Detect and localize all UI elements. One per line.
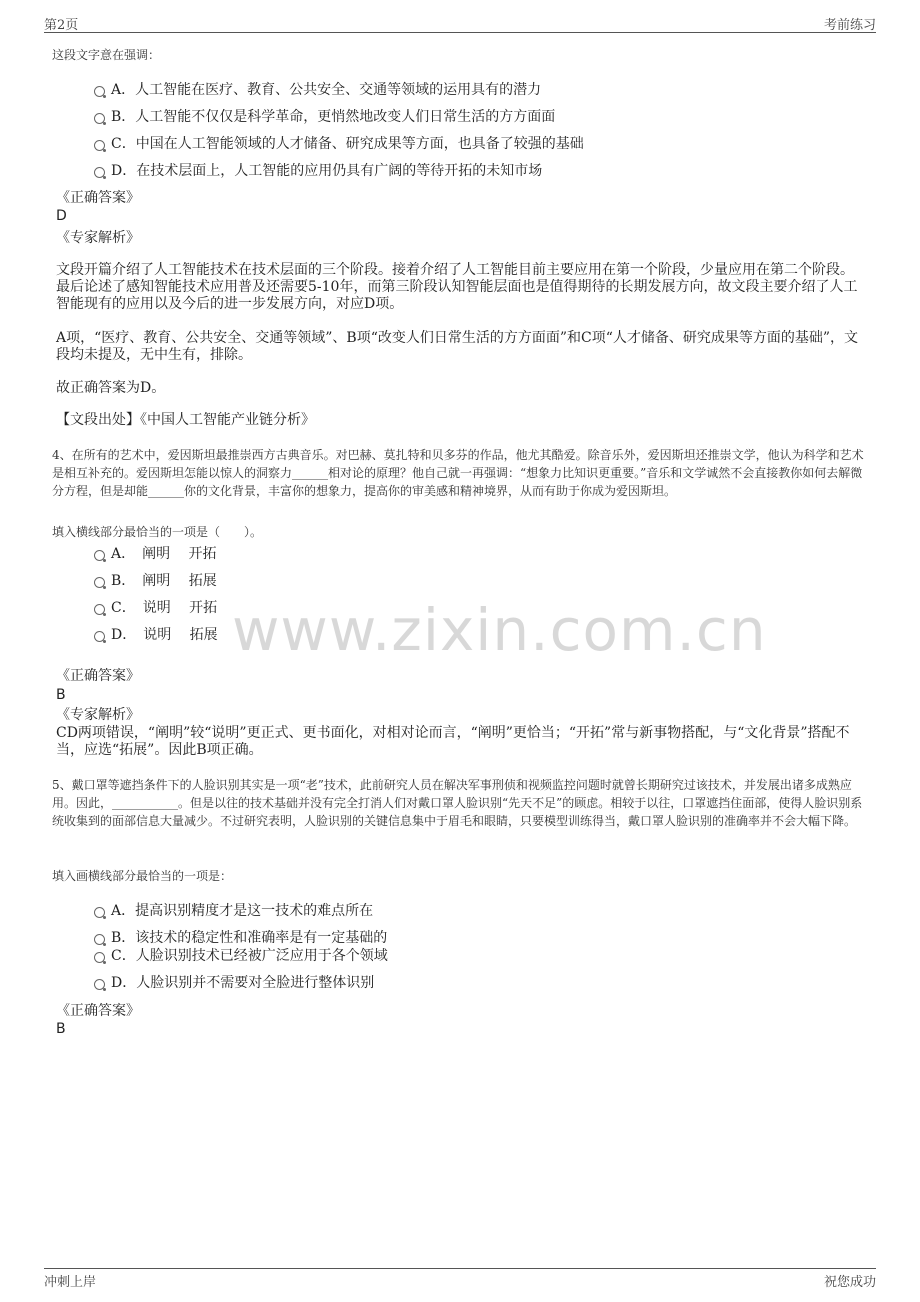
- q3-analysis-heading: 《专家解析》: [56, 230, 140, 246]
- radio-icon[interactable]: [94, 631, 105, 642]
- q5-stem: 5、戴口罩等遮挡条件下的人脸识别其实是一项“老”技术，此前研究人员在解决军事刑侦和视频监控问题时就曾长期研究过该技术，并发展出诸多成熟应用。因此，___________。但是以往的技术基础并没有完全打消人们对戴口罩人脸识别“先天不足”的顾虑。相较于以往，口罩遮挡住面部，使得人脸识别系统收集到的面部信息大量减少。不过研究表明，人脸识别的关键信息集中于眉毛和眼睛，只要模型训练得当，戴口罩人脸识别的准确率并不会大幅下降。: [52, 778, 863, 828]
- watermark: www.zixin.com.cn: [232, 596, 767, 664]
- q3-source: 【文段出处】《中国人工智能产业链分析》: [56, 412, 315, 428]
- q3-answer: D: [56, 208, 67, 224]
- radio-icon[interactable]: [94, 934, 105, 945]
- q4-answer: B: [56, 687, 66, 703]
- q3-option-c[interactable]: C．中国在人工智能领域的人才储备、研究成果等方面，也具备了较强的基础: [94, 134, 584, 154]
- radio-icon[interactable]: [94, 604, 105, 615]
- q5-answer-heading: 《正确答案》: [56, 1003, 140, 1019]
- header-section-title: 考前练习: [823, 18, 876, 33]
- q5-option-c[interactable]: C．人脸识别技术已经被广泛应用于各个领域: [94, 946, 388, 966]
- q4-option-d[interactable]: D． 说明 拓展: [94, 625, 218, 645]
- page-footer: [44, 1268, 876, 1290]
- page-header: [44, 14, 876, 33]
- radio-icon[interactable]: [94, 550, 105, 561]
- q3-analysis-paragraph-2: A项，“医疗、教育、公共安全、交通等领域”、B项“改变人们日常生活的方方面面”和C项“人才储备、研究成果等方面的基础”，文段均未提及，无中生有，排除。: [56, 330, 859, 363]
- q4-stem: 4、在所有的艺术中，爱因斯坦最推崇西方古典音乐。对巴赫、莫扎特和贝多芬的作品，他尤其酷爱。除音乐外，爱因斯坦还推崇文学，他认为科学和艺术是相互补充的。爱因斯坦怎能以惊人的洞察力______相对论的原理？他自己就一再强调：“想象力比知识更重要。”音乐和文学诚然不会直接教你如何去解微分方程，但是却能______你的文化背景，丰富你的想象力，提高你的审美感和精神境界，从而有助于你成为爱因斯坦。: [52, 448, 864, 498]
- q4-option-b[interactable]: B． 阐明 拓展: [94, 571, 217, 591]
- q4-analysis: CD两项错误，“阐明”较“说明”更正式、更书面化，对相对论而言，“阐明”更恰当；“开拓”常与新事物搭配，与“文化背景”搭配不当，应选“拓展”。因此B项正确。: [56, 725, 850, 758]
- q5-option-d[interactable]: D．人脸识别并不需要对全脸进行整体识别: [94, 973, 374, 993]
- q5-prompt: 填入画横线部分最恰当的一项是：: [52, 869, 233, 883]
- radio-icon[interactable]: [94, 140, 105, 151]
- page-number: 第2页: [44, 18, 79, 33]
- q3-analysis-paragraph-1: 文段开篇介绍了人工智能技术在技术层面的三个阶段。接着介绍了人工智能目前主要应用在第一个阶段，少量应用在第二个阶段。最后论述了感知智能技术应用普及还需要5-10年，而第三阶段认知智能层面也是值得期待的长期发展方向，故文段主要介绍了人工智能现有的应用以及今后的进一步发展方向，对应D项。: [56, 262, 858, 312]
- radio-icon[interactable]: [94, 907, 105, 918]
- q4-prompt: 填入横线部分最恰当的一项是（ ）。: [52, 525, 263, 539]
- q3-option-d[interactable]: D．在技术层面上，人工智能的应用仍具有广阔的等待开拓的未知市场: [94, 161, 542, 181]
- q3-option-b[interactable]: B．人工智能不仅仅是科学革命，更悄然地改变人们日常生活的方方面面: [94, 107, 555, 127]
- radio-icon[interactable]: [94, 952, 105, 963]
- q4-option-a[interactable]: A． 阐明 开拓: [94, 544, 217, 564]
- q5-answer: B: [56, 1021, 66, 1037]
- radio-icon[interactable]: [94, 86, 105, 97]
- q3-option-a[interactable]: A．人工智能在医疗、教育、公共安全、交通等领域的运用具有的潜力: [94, 80, 541, 100]
- radio-icon[interactable]: [94, 167, 105, 178]
- footer-left-text: 冲刺上岸: [44, 1275, 97, 1290]
- radio-icon[interactable]: [94, 979, 105, 990]
- q4-analysis-heading: 《专家解析》: [56, 707, 140, 723]
- q3-stem: 这段文字意在强调：: [52, 48, 161, 62]
- radio-icon[interactable]: [94, 113, 105, 124]
- radio-icon[interactable]: [94, 577, 105, 588]
- footer-right-text: 祝您成功: [823, 1275, 876, 1290]
- q3-answer-heading: 《正确答案》: [56, 190, 140, 206]
- q5-option-a[interactable]: A．提高识别精度才是这一技术的难点所在: [94, 901, 373, 921]
- q3-analysis-paragraph-3: 故正确答案为D。: [56, 380, 166, 396]
- q4-option-c[interactable]: C． 说明 开拓: [94, 598, 217, 618]
- q5-option-b[interactable]: B．该技术的稳定性和准确率是有一定基础的: [94, 928, 387, 948]
- q4-answer-heading: 《正确答案》: [56, 668, 140, 684]
